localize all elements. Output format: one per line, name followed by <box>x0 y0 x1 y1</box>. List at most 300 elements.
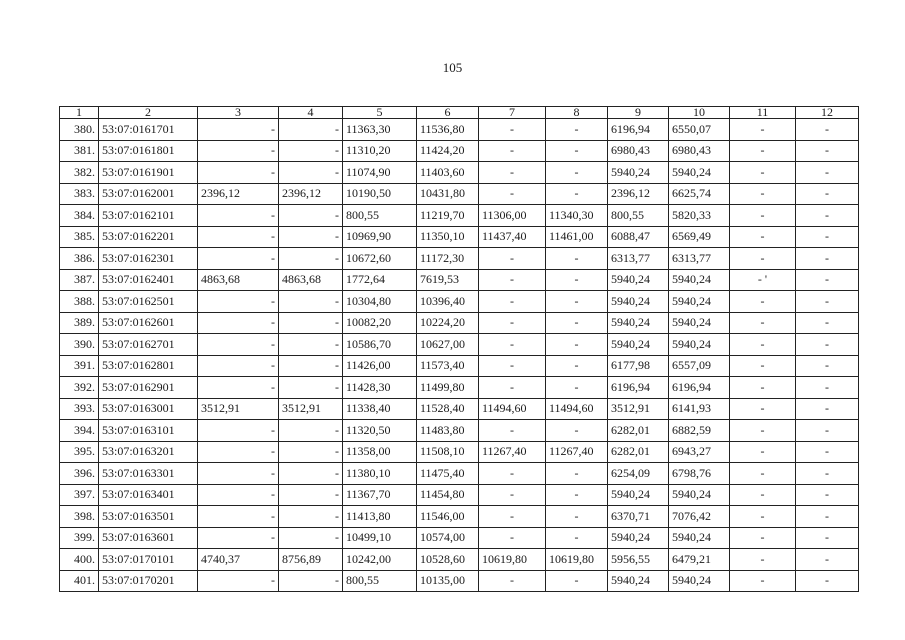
table-cell-col-12: - <box>796 291 859 313</box>
table-cell-col-3: - <box>198 527 279 549</box>
table-cell-col-2: 53:07:0162401 <box>99 269 198 291</box>
table-cell-col-1: 384. <box>60 205 99 227</box>
table-cell-col-5: 11367,70 <box>343 484 417 506</box>
table-cell-col-8: - <box>546 377 608 399</box>
table-cell-col-7: - <box>479 291 546 313</box>
table-cell-col-5: 11320,50 <box>343 420 417 442</box>
table-row <box>60 248 859 270</box>
table-cell-col-9: 800,55 <box>608 205 669 227</box>
table-cell-col-5: 11380,10 <box>343 463 417 485</box>
table-cell-col-10: 6557,09 <box>669 355 730 377</box>
table-cell-col-5: 10242,00 <box>343 549 417 571</box>
table-cell-col-11: - <box>730 248 796 270</box>
table-cell-col-11: - <box>730 312 796 334</box>
table-cell-col-11: - <box>730 527 796 549</box>
table-cell-col-10: 5820,33 <box>669 205 730 227</box>
table-cell-col-5: 11363,30 <box>343 119 417 141</box>
table-cell-col-3: 4740,37 <box>198 549 279 571</box>
table-cell-col-4: - <box>279 506 343 528</box>
table-cell-col-8: 11340,30 <box>546 205 608 227</box>
table-cell-col-6: 10135,00 <box>417 570 479 592</box>
table-cell-col-12: - <box>796 226 859 248</box>
table-cell-col-9: 3512,91 <box>608 398 669 420</box>
table-cell-col-2: 53:07:0162101 <box>99 205 198 227</box>
table-cell-col-6: 11546,00 <box>417 506 479 528</box>
table-cell-col-11: - <box>730 420 796 442</box>
table-cell-col-3: - <box>198 484 279 506</box>
table-cell-col-8: - <box>546 570 608 592</box>
table-cell-col-8: 10619,80 <box>546 549 608 571</box>
table-cell-col-1: 390. <box>60 334 99 356</box>
table-cell-col-2: 53:07:0162001 <box>99 183 198 205</box>
table-cell-col-10: 6569,49 <box>669 226 730 248</box>
table-cell-col-8: - <box>546 463 608 485</box>
column-header-2: 2 <box>99 107 198 119</box>
table-cell-col-5: 10304,80 <box>343 291 417 313</box>
table-row <box>60 377 859 399</box>
table-cell-col-5: 1772,64 <box>343 269 417 291</box>
table-cell-col-6: 11219,70 <box>417 205 479 227</box>
table-cell-col-3: - <box>198 441 279 463</box>
table-cell-col-6: 11350,10 <box>417 226 479 248</box>
table-cell-col-6: 11536,80 <box>417 119 479 141</box>
table-cell-col-11: - <box>730 140 796 162</box>
table-cell-col-5: 11074,90 <box>343 162 417 184</box>
table-cell-col-12: - <box>796 398 859 420</box>
table-cell-col-2: 53:07:0170101 <box>99 549 198 571</box>
table-cell-col-6: 11403,60 <box>417 162 479 184</box>
table-row <box>60 527 859 549</box>
table-cell-col-9: 6980,43 <box>608 140 669 162</box>
table-cell-col-2: 53:07:0161701 <box>99 119 198 141</box>
table-cell-col-1: 394. <box>60 420 99 442</box>
table-cell-col-12: - <box>796 312 859 334</box>
table-cell-col-4: - <box>279 463 343 485</box>
table-cell-col-7: - <box>479 377 546 399</box>
table-cell-col-2: 53:07:0161801 <box>99 140 198 162</box>
table-cell-col-1: 388. <box>60 291 99 313</box>
table-cell-col-10: 6196,94 <box>669 377 730 399</box>
table-cell-col-6: 10528,60 <box>417 549 479 571</box>
table-cell-col-9: 6282,01 <box>608 441 669 463</box>
table-cell-col-3: - <box>198 377 279 399</box>
table-cell-col-1: 396. <box>60 463 99 485</box>
table-cell-col-3: 2396,12 <box>198 183 279 205</box>
table-cell-col-10: 6479,21 <box>669 549 730 571</box>
table-cell-col-2: 53:07:0162601 <box>99 312 198 334</box>
table-cell-col-9: 5940,24 <box>608 291 669 313</box>
table-cell-col-3: - <box>198 291 279 313</box>
table-cell-col-12: - <box>796 484 859 506</box>
table-cell-col-5: 11426,00 <box>343 355 417 377</box>
table-cell-col-3: 4863,68 <box>198 269 279 291</box>
table-cell-col-9: 6370,71 <box>608 506 669 528</box>
table-cell-col-6: 10627,00 <box>417 334 479 356</box>
table-cell-col-4: - <box>279 441 343 463</box>
table-row <box>60 549 859 571</box>
table-cell-col-7: - <box>479 484 546 506</box>
table-cell-col-8: 11461,00 <box>546 226 608 248</box>
table-cell-col-1: 380. <box>60 119 99 141</box>
table-cell-col-6: 11499,80 <box>417 377 479 399</box>
table-row <box>60 570 859 592</box>
column-header-12: 12 <box>796 107 859 119</box>
table-cell-col-9: 5940,24 <box>608 162 669 184</box>
table-cell-col-1: 387. <box>60 269 99 291</box>
table-cell-col-6: 11508,10 <box>417 441 479 463</box>
table-cell-col-1: 392. <box>60 377 99 399</box>
table-cell-col-1: 399. <box>60 527 99 549</box>
table-cell-col-7: 11267,40 <box>479 441 546 463</box>
column-header-10: 10 <box>669 107 730 119</box>
table-cell-col-9: 5940,24 <box>608 312 669 334</box>
table-cell-col-12: - <box>796 140 859 162</box>
table-cell-col-2: 53:07:0163301 <box>99 463 198 485</box>
table-row <box>60 205 859 227</box>
table-cell-col-11: - <box>730 226 796 248</box>
table-cell-col-6: 11424,20 <box>417 140 479 162</box>
table-cell-col-10: 6882,59 <box>669 420 730 442</box>
table-cell-col-1: 385. <box>60 226 99 248</box>
table-cell-col-1: 383. <box>60 183 99 205</box>
table-cell-col-10: 6625,74 <box>669 183 730 205</box>
table-cell-col-8: 11267,40 <box>546 441 608 463</box>
table-cell-col-7: - <box>479 334 546 356</box>
table-cell-col-9: 6313,77 <box>608 248 669 270</box>
table-cell-col-4: - <box>279 291 343 313</box>
table-cell-col-12: - <box>796 183 859 205</box>
table-cell-col-10: 6798,76 <box>669 463 730 485</box>
table-cell-col-4: - <box>279 377 343 399</box>
table-row <box>60 506 859 528</box>
table-cell-col-4: - <box>279 226 343 248</box>
table-cell-col-11: - <box>730 506 796 528</box>
table-cell-col-11: - <box>730 162 796 184</box>
table-cell-col-4: - <box>279 162 343 184</box>
table-cell-col-7: 11494,60 <box>479 398 546 420</box>
table-cell-col-2: 53:07:0162801 <box>99 355 198 377</box>
table-cell-col-9: 5940,24 <box>608 269 669 291</box>
table-row <box>60 226 859 248</box>
table-cell-col-9: 6088,47 <box>608 226 669 248</box>
table-cell-col-6: 10396,40 <box>417 291 479 313</box>
table-cell-col-1: 381. <box>60 140 99 162</box>
table-cell-col-4: - <box>279 312 343 334</box>
table-cell-col-7: - <box>479 140 546 162</box>
table-cell-col-12: - <box>796 441 859 463</box>
table-cell-col-4: - <box>279 527 343 549</box>
table-cell-col-10: 6943,27 <box>669 441 730 463</box>
table-cell-col-11: - <box>730 334 796 356</box>
table-row <box>60 140 859 162</box>
table-cell-col-4: - <box>279 355 343 377</box>
table-cell-col-3: - <box>198 506 279 528</box>
table-cell-col-7: - <box>479 570 546 592</box>
table-cell-col-11: - <box>730 291 796 313</box>
table-cell-col-10: 6980,43 <box>669 140 730 162</box>
table-cell-col-5: 11413,80 <box>343 506 417 528</box>
table-cell-col-7: - <box>479 312 546 334</box>
table-cell-col-12: - <box>796 463 859 485</box>
table-row <box>60 119 859 141</box>
table-row <box>60 463 859 485</box>
table-cell-col-8: - <box>546 506 608 528</box>
table-cell-col-9: 5956,55 <box>608 549 669 571</box>
table-cell-col-10: 5940,24 <box>669 334 730 356</box>
table-cell-col-7: 10619,80 <box>479 549 546 571</box>
table-cell-col-8: - <box>546 162 608 184</box>
table-row <box>60 269 859 291</box>
table-cell-col-2: 53:07:0162501 <box>99 291 198 313</box>
table-cell-col-10: 5940,24 <box>669 269 730 291</box>
column-header-7: 7 <box>479 107 546 119</box>
table-cell-col-9: 5940,24 <box>608 527 669 549</box>
table-body <box>60 119 859 592</box>
table-cell-col-5: 800,55 <box>343 570 417 592</box>
table-cell-col-5: 10672,60 <box>343 248 417 270</box>
table-cell-col-3: - <box>198 226 279 248</box>
table-cell-col-11: - <box>730 463 796 485</box>
table-row <box>60 398 859 420</box>
table-cell-col-11: - ' <box>730 269 796 291</box>
table-cell-col-5: 11310,20 <box>343 140 417 162</box>
table-cell-col-12: - <box>796 377 859 399</box>
table-cell-col-8: - <box>546 119 608 141</box>
table-cell-col-10: 6313,77 <box>669 248 730 270</box>
table-cell-col-12: - <box>796 506 859 528</box>
column-header-11: 11 <box>730 107 796 119</box>
data-table <box>59 106 859 592</box>
table-cell-col-5: 10499,10 <box>343 527 417 549</box>
column-header-3: 3 <box>198 107 279 119</box>
table-cell-col-12: - <box>796 119 859 141</box>
table-cell-col-2: 53:07:0161901 <box>99 162 198 184</box>
table-cell-col-1: 397. <box>60 484 99 506</box>
table-cell-col-5: 11358,00 <box>343 441 417 463</box>
table-cell-col-3: - <box>198 205 279 227</box>
table-cell-col-10: 5940,24 <box>669 484 730 506</box>
table-cell-col-7: - <box>479 269 546 291</box>
table-cell-col-8: - <box>546 312 608 334</box>
table-cell-col-7: - <box>479 119 546 141</box>
table-cell-col-9: 6196,94 <box>608 119 669 141</box>
table-cell-col-9: 5940,24 <box>608 484 669 506</box>
table-cell-col-2: 53:07:0163201 <box>99 441 198 463</box>
column-header-8: 8 <box>546 107 608 119</box>
table-row <box>60 291 859 313</box>
table-row <box>60 441 859 463</box>
table-cell-col-1: 398. <box>60 506 99 528</box>
table-cell-col-7: - <box>479 248 546 270</box>
table-cell-col-9: 6282,01 <box>608 420 669 442</box>
table-cell-col-5: 10969,90 <box>343 226 417 248</box>
table-cell-col-3: - <box>198 355 279 377</box>
table-cell-col-12: - <box>796 355 859 377</box>
table-cell-col-2: 53:07:0163001 <box>99 398 198 420</box>
table-cell-col-1: 393. <box>60 398 99 420</box>
table-cell-col-2: 53:07:0163401 <box>99 484 198 506</box>
table-cell-col-3: - <box>198 463 279 485</box>
table-cell-col-7: - <box>479 183 546 205</box>
table-cell-col-6: 11483,80 <box>417 420 479 442</box>
table-cell-col-5: 11428,30 <box>343 377 417 399</box>
table-cell-col-4: - <box>279 248 343 270</box>
table-cell-col-11: - <box>730 205 796 227</box>
table-cell-col-2: 53:07:0163601 <box>99 527 198 549</box>
table-cell-col-6: 11528,40 <box>417 398 479 420</box>
table-cell-col-2: 53:07:0163101 <box>99 420 198 442</box>
table-cell-col-4: 8756,89 <box>279 549 343 571</box>
table-cell-col-5: 800,55 <box>343 205 417 227</box>
table-cell-col-10: 7076,42 <box>669 506 730 528</box>
table-cell-col-5: 11338,40 <box>343 398 417 420</box>
table-cell-col-6: 10431,80 <box>417 183 479 205</box>
table-cell-col-9: 5940,24 <box>608 334 669 356</box>
table-cell-col-8: - <box>546 527 608 549</box>
table-cell-col-6: 10224,20 <box>417 312 479 334</box>
table-cell-col-6: 11454,80 <box>417 484 479 506</box>
table-cell-col-10: 6550,07 <box>669 119 730 141</box>
table-cell-col-4: 3512,91 <box>279 398 343 420</box>
column-header-4: 4 <box>279 107 343 119</box>
table-cell-col-11: - <box>730 570 796 592</box>
table-cell-col-1: 389. <box>60 312 99 334</box>
table-cell-col-6: 11475,40 <box>417 463 479 485</box>
table-cell-col-6: 11172,30 <box>417 248 479 270</box>
table-cell-col-3: - <box>198 312 279 334</box>
table-cell-col-11: - <box>730 484 796 506</box>
table-row <box>60 484 859 506</box>
table-cell-col-4: - <box>279 140 343 162</box>
table-cell-col-8: - <box>546 334 608 356</box>
table-cell-col-5: 10190,50 <box>343 183 417 205</box>
table-cell-col-6: 11573,40 <box>417 355 479 377</box>
table-cell-col-11: - <box>730 441 796 463</box>
table-cell-col-3: - <box>198 140 279 162</box>
table-cell-col-8: - <box>546 140 608 162</box>
table-cell-col-11: - <box>730 549 796 571</box>
table-cell-col-5: 10586,70 <box>343 334 417 356</box>
table-cell-col-12: - <box>796 420 859 442</box>
table-cell-col-8: - <box>546 183 608 205</box>
column-header-9: 9 <box>608 107 669 119</box>
table-header <box>60 107 859 119</box>
table-cell-col-8: 11494,60 <box>546 398 608 420</box>
table-cell-col-9: 6254,09 <box>608 463 669 485</box>
table-cell-col-11: - <box>730 355 796 377</box>
table-cell-col-8: - <box>546 269 608 291</box>
header-row <box>60 107 859 119</box>
table-cell-col-9: 6196,94 <box>608 377 669 399</box>
table-cell-col-7: 11306,00 <box>479 205 546 227</box>
table-cell-col-7: - <box>479 162 546 184</box>
table-cell-col-7: - <box>479 355 546 377</box>
table-cell-col-11: - <box>730 398 796 420</box>
table-cell-col-4: - <box>279 484 343 506</box>
table-cell-col-5: 10082,20 <box>343 312 417 334</box>
table-cell-col-11: - <box>730 183 796 205</box>
column-header-5: 5 <box>343 107 417 119</box>
column-header-6: 6 <box>417 107 479 119</box>
table-cell-col-3: - <box>198 119 279 141</box>
column-header-1: 1 <box>60 107 99 119</box>
table-cell-col-10: 5940,24 <box>669 162 730 184</box>
table-cell-col-12: - <box>796 248 859 270</box>
table-cell-col-3: - <box>198 248 279 270</box>
table-cell-col-11: - <box>730 119 796 141</box>
table-cell-col-4: - <box>279 119 343 141</box>
table-cell-col-9: 6177,98 <box>608 355 669 377</box>
table-cell-col-12: - <box>796 549 859 571</box>
table-cell-col-4: - <box>279 570 343 592</box>
table-row <box>60 162 859 184</box>
page-number: 105 <box>442 60 463 75</box>
table-row <box>60 312 859 334</box>
table-cell-col-12: - <box>796 205 859 227</box>
table-cell-col-4: - <box>279 205 343 227</box>
table-cell-col-2: 53:07:0162301 <box>99 248 198 270</box>
table-cell-col-4: 4863,68 <box>279 269 343 291</box>
table-row <box>60 334 859 356</box>
table-cell-col-7: - <box>479 527 546 549</box>
table-cell-col-3: - <box>198 420 279 442</box>
table-cell-col-4: - <box>279 420 343 442</box>
table-cell-col-12: - <box>796 570 859 592</box>
table-cell-col-7: 11437,40 <box>479 226 546 248</box>
table-cell-col-3: - <box>198 570 279 592</box>
table-cell-col-9: 5940,24 <box>608 570 669 592</box>
table-cell-col-1: 401. <box>60 570 99 592</box>
table-cell-col-12: - <box>796 334 859 356</box>
table-cell-col-7: - <box>479 463 546 485</box>
table-cell-col-6: 7619,53 <box>417 269 479 291</box>
table-cell-col-1: 400. <box>60 549 99 571</box>
table-cell-col-1: 395. <box>60 441 99 463</box>
table-cell-col-12: - <box>796 162 859 184</box>
table-cell-col-2: 53:07:0162901 <box>99 377 198 399</box>
table-cell-col-2: 53:07:0170201 <box>99 570 198 592</box>
table-cell-col-2: 53:07:0163501 <box>99 506 198 528</box>
table-cell-col-9: 2396,12 <box>608 183 669 205</box>
table-cell-col-4: - <box>279 334 343 356</box>
table-cell-col-12: - <box>796 527 859 549</box>
table-row <box>60 183 859 205</box>
table-cell-col-6: 10574,00 <box>417 527 479 549</box>
table-cell-col-11: - <box>730 377 796 399</box>
table-cell-col-3: - <box>198 162 279 184</box>
table-cell-col-10: 5940,24 <box>669 291 730 313</box>
table-cell-col-1: 386. <box>60 248 99 270</box>
table-cell-col-7: - <box>479 420 546 442</box>
table-cell-col-10: 5940,24 <box>669 312 730 334</box>
table-cell-col-10: 6141,93 <box>669 398 730 420</box>
table-row <box>60 420 859 442</box>
table-cell-col-3: - <box>198 334 279 356</box>
table-cell-col-8: - <box>546 484 608 506</box>
table-cell-col-3: 3512,91 <box>198 398 279 420</box>
table-cell-col-8: - <box>546 291 608 313</box>
table-row <box>60 355 859 377</box>
table-cell-col-1: 382. <box>60 162 99 184</box>
table-cell-col-4: 2396,12 <box>279 183 343 205</box>
table-cell-col-2: 53:07:0162701 <box>99 334 198 356</box>
table-cell-col-8: - <box>546 420 608 442</box>
table-cell-col-12: - <box>796 269 859 291</box>
table-cell-col-1: 391. <box>60 355 99 377</box>
table-cell-col-7: - <box>479 506 546 528</box>
table-cell-col-2: 53:07:0162201 <box>99 226 198 248</box>
table-cell-col-10: 5940,24 <box>669 527 730 549</box>
